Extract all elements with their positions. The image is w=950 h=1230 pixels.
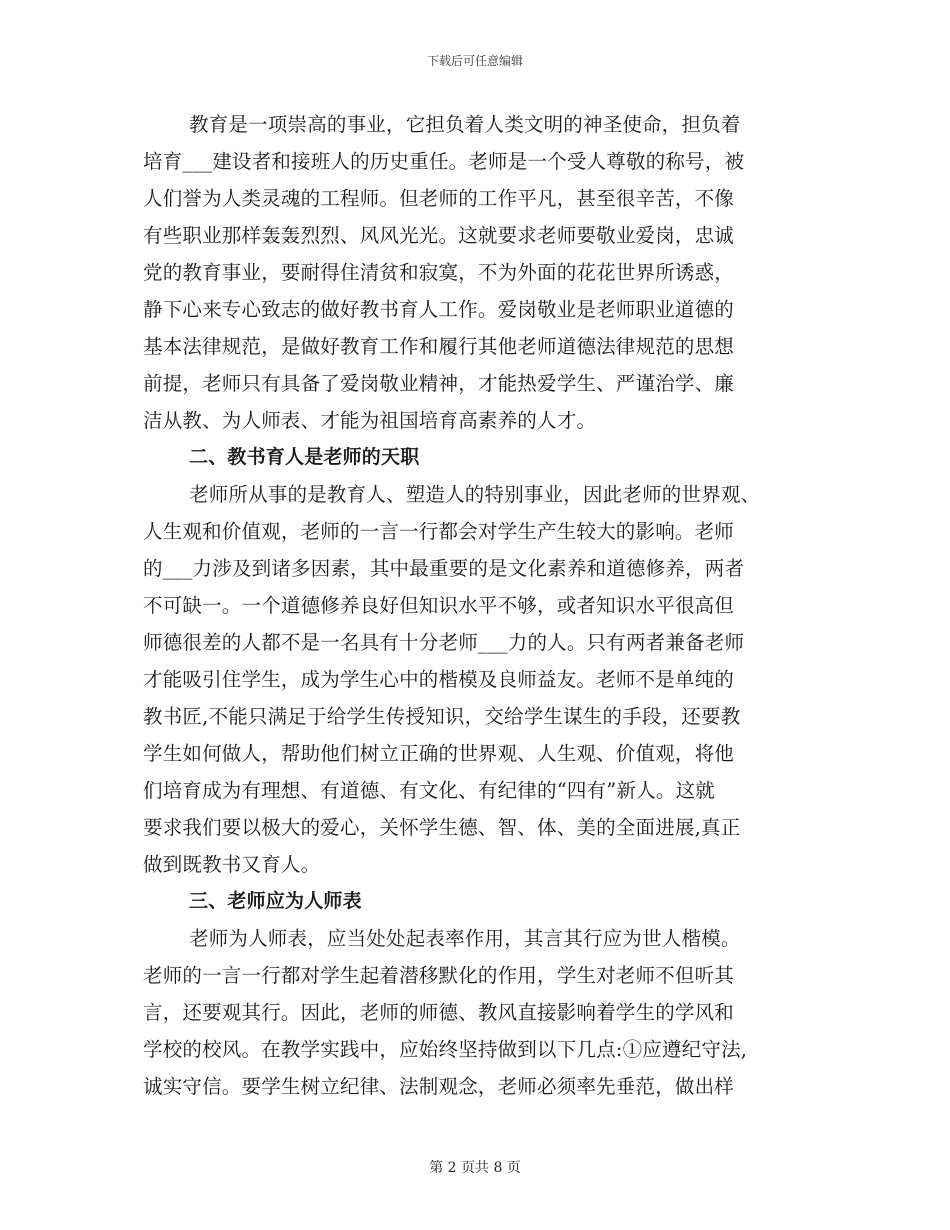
paragraph-line: 学校的校风。在教学实践中，应始终坚持做到以下几点:①应遵纪守法, [143, 1038, 748, 1061]
paragraph-line: 学生如何做人，帮助他们树立正确的世界观、人生观、价值观，将他 [143, 742, 735, 765]
section-heading: 三、老师应为人师表 [189, 890, 362, 912]
paragraph-line: 师德很差的人都不是一名具有十分老师___力的人。只有两者兼备老师 [143, 631, 745, 654]
paragraph-line: 言，还要观其行。因此，老师的师德、教风直接影响着学生的学风和 [143, 1001, 735, 1024]
paragraph-line: 做到既教书又育人。 [143, 853, 321, 876]
paragraph-line: 老师所从事的是教育人、塑造人的特别事业，因此老师的世界观、 [189, 483, 761, 506]
paragraph-line: 才能吸引住学生，成为学生心中的楷模及良师益友。老师不是单纯的 [143, 668, 735, 691]
document-body [143, 106, 807, 1105]
paragraph-line: 要求我们要以极大的爱心，关怀学生德、智、体、美的全面进展,真正 [143, 816, 741, 839]
paragraph-line: 老师为人师表，应当处处起表率作用，其言其行应为世人楷模。 [189, 927, 741, 950]
paragraph-line: 洁从教、为人师表、才能为祖国培育高素养的人才。 [143, 409, 597, 432]
paragraph-line: 不可缺一。一个道德修养良好但知识水平不够，或者知识水平很高但 [143, 594, 735, 617]
paragraph-line: 党的教育事业，要耐得住清贫和寂寞，不为外面的花花世界所诱惑， [143, 261, 735, 284]
paragraph-line: 教育是一项崇高的事业，它担负着人类文明的神圣使命，担负着 [189, 113, 741, 136]
paragraph-line: 静下心来专心致志的做好教书育人工作。爱岗敬业是老师职业道德的 [143, 298, 735, 321]
paragraph-line: 人们誉为人类灵魂的工程师。但老师的工作平凡，甚至很辛苦，不像 [143, 187, 735, 210]
paragraph-line: 的___力涉及到诸多因素，其中最重要的是文化素养和道德修养，两者 [143, 557, 745, 580]
paragraph-line: 前提，老师只有具备了爱岗敬业精神，才能热爱学生、严谨治学、廉 [143, 372, 735, 395]
paragraph-line: 老师的一言一行都对学生起着潜移默化的作用，学生对老师不但听其 [143, 964, 735, 987]
section-heading: 二、教书育人是老师的天职 [189, 446, 420, 468]
paragraph-line: 们培育成为有理想、有道德、有文化、有纪律的“四有”新人。这就 [143, 779, 715, 802]
paragraph-line: 有些职业那样轰轰烈烈、风风光光。这就要求老师要敬业爱岗，忠诚 [143, 224, 735, 247]
page-footer-page-number: 第 2 页共 8 页 [429, 1160, 521, 1176]
paragraph-line: 教书匠,不能只满足于给学生传授知识，交给学生谋生的手段，还要教 [143, 705, 741, 728]
paragraph-line: 人生观和价值观，老师的一言一行都会对学生产生较大的影响。老师 [143, 520, 735, 543]
page-header: 下载后可任意编辑 [426, 54, 523, 68]
paragraph-line: 培育___建设者和接班人的历史重任。老师是一个受人尊敬的称号，被 [143, 150, 745, 173]
paragraph-line: 基本法律规范，是做好教育工作和履行其他老师道德法律规范的思想 [143, 335, 735, 358]
paragraph-line: 诚实守信。要学生树立纪律、法制观念，老师必须率先垂范，做出样 [143, 1075, 735, 1098]
